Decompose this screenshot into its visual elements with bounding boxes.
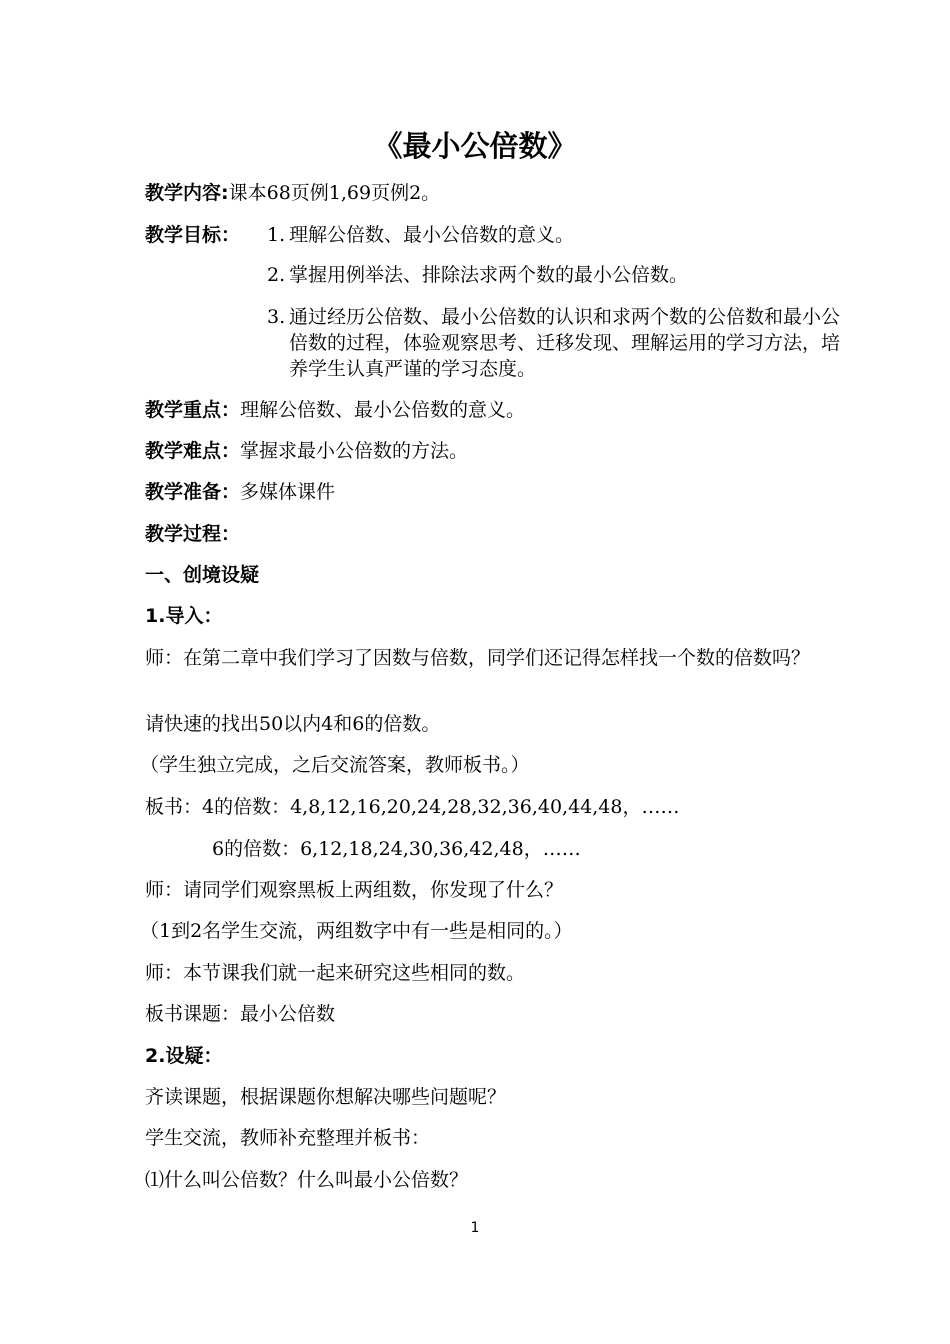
key-point-label: 教学重点：: [145, 399, 241, 421]
paragraph: 师：在第二章中我们学习了因数与倍数，同学们还记得怎样找一个数的倍数吗？: [145, 647, 811, 669]
paragraph: （学生独立完成，之后交流答案，教师板书。）: [140, 754, 530, 776]
paragraph: 请快速的找出50以内4和6的倍数。: [145, 713, 441, 735]
preparation-text: 多媒体课件: [240, 481, 336, 503]
subsection-heading: 2.设疑：: [145, 1045, 223, 1067]
key-point-text: 理解公倍数、最小公倍数的意义。: [240, 399, 526, 421]
goal-item-2: [267, 262, 867, 288]
goal-item-3: [267, 304, 867, 384]
paragraph: 师：请同学们观察黑板上两组数，你发现了什么？: [145, 879, 564, 901]
paragraph: 齐读课题，根据课题你想解决哪些问题呢？: [145, 1086, 507, 1108]
goal-number: 2.: [267, 264, 286, 286]
teaching-content-label: 教学内容:: [145, 182, 229, 204]
teaching-goals-label: 教学目标：: [145, 224, 241, 246]
paragraph: 板书课题：最小公倍数: [145, 1003, 336, 1025]
goal-text: 通过经历公倍数、最小公倍数的认识和求两个数的公倍数和最小公倍数的过程，体验观察思考、迁移发现、理解运用的学习方法，培养学生认真严谨的学习态度。: [289, 306, 841, 380]
teaching-content-line: [145, 180, 440, 206]
goal-text: 掌握用例举法、排除法求两个数的最小公倍数。: [289, 264, 689, 286]
teaching-content-text: 课本68页例1,69页例2。: [228, 182, 441, 204]
section-heading: 一、创境设疑: [145, 564, 260, 586]
goal-number: 3.: [267, 306, 286, 328]
process-label: 教学过程：: [145, 523, 241, 545]
preparation-label: 教学准备：: [145, 481, 241, 503]
document-title: 《最小公倍数》: [373, 129, 577, 163]
paragraph: 师：本节课我们就一起来研究这些相同的数。: [145, 962, 526, 984]
key-point-line: [145, 397, 525, 423]
preparation-line: [145, 479, 335, 505]
paragraph: 学生交流，教师补充整理并板书：: [145, 1127, 431, 1149]
goal-item-1: [267, 222, 867, 248]
page-number: 1: [470, 1220, 480, 1236]
board-line: 板书：4的倍数：4,8,12,16,20,24,28,32,36,40,44,48，……: [145, 796, 680, 818]
difficulty-line: [145, 438, 468, 464]
difficulty-label: 教学难点：: [145, 440, 241, 462]
board-line: 6的倍数：6,12,18,24,30,36,42,48，……: [212, 838, 581, 860]
paragraph: （1到2名学生交流，两组数字中有一些是相同的。）: [140, 920, 573, 942]
difficulty-text: 掌握求最小公倍数的方法。: [240, 440, 469, 462]
goal-number: 1.: [267, 224, 286, 246]
subsection-heading: 1.导入：: [145, 605, 223, 627]
paragraph: ⑴什么叫公倍数？什么叫最小公倍数？: [145, 1169, 469, 1191]
goal-text: 理解公倍数、最小公倍数的意义。: [289, 224, 575, 246]
